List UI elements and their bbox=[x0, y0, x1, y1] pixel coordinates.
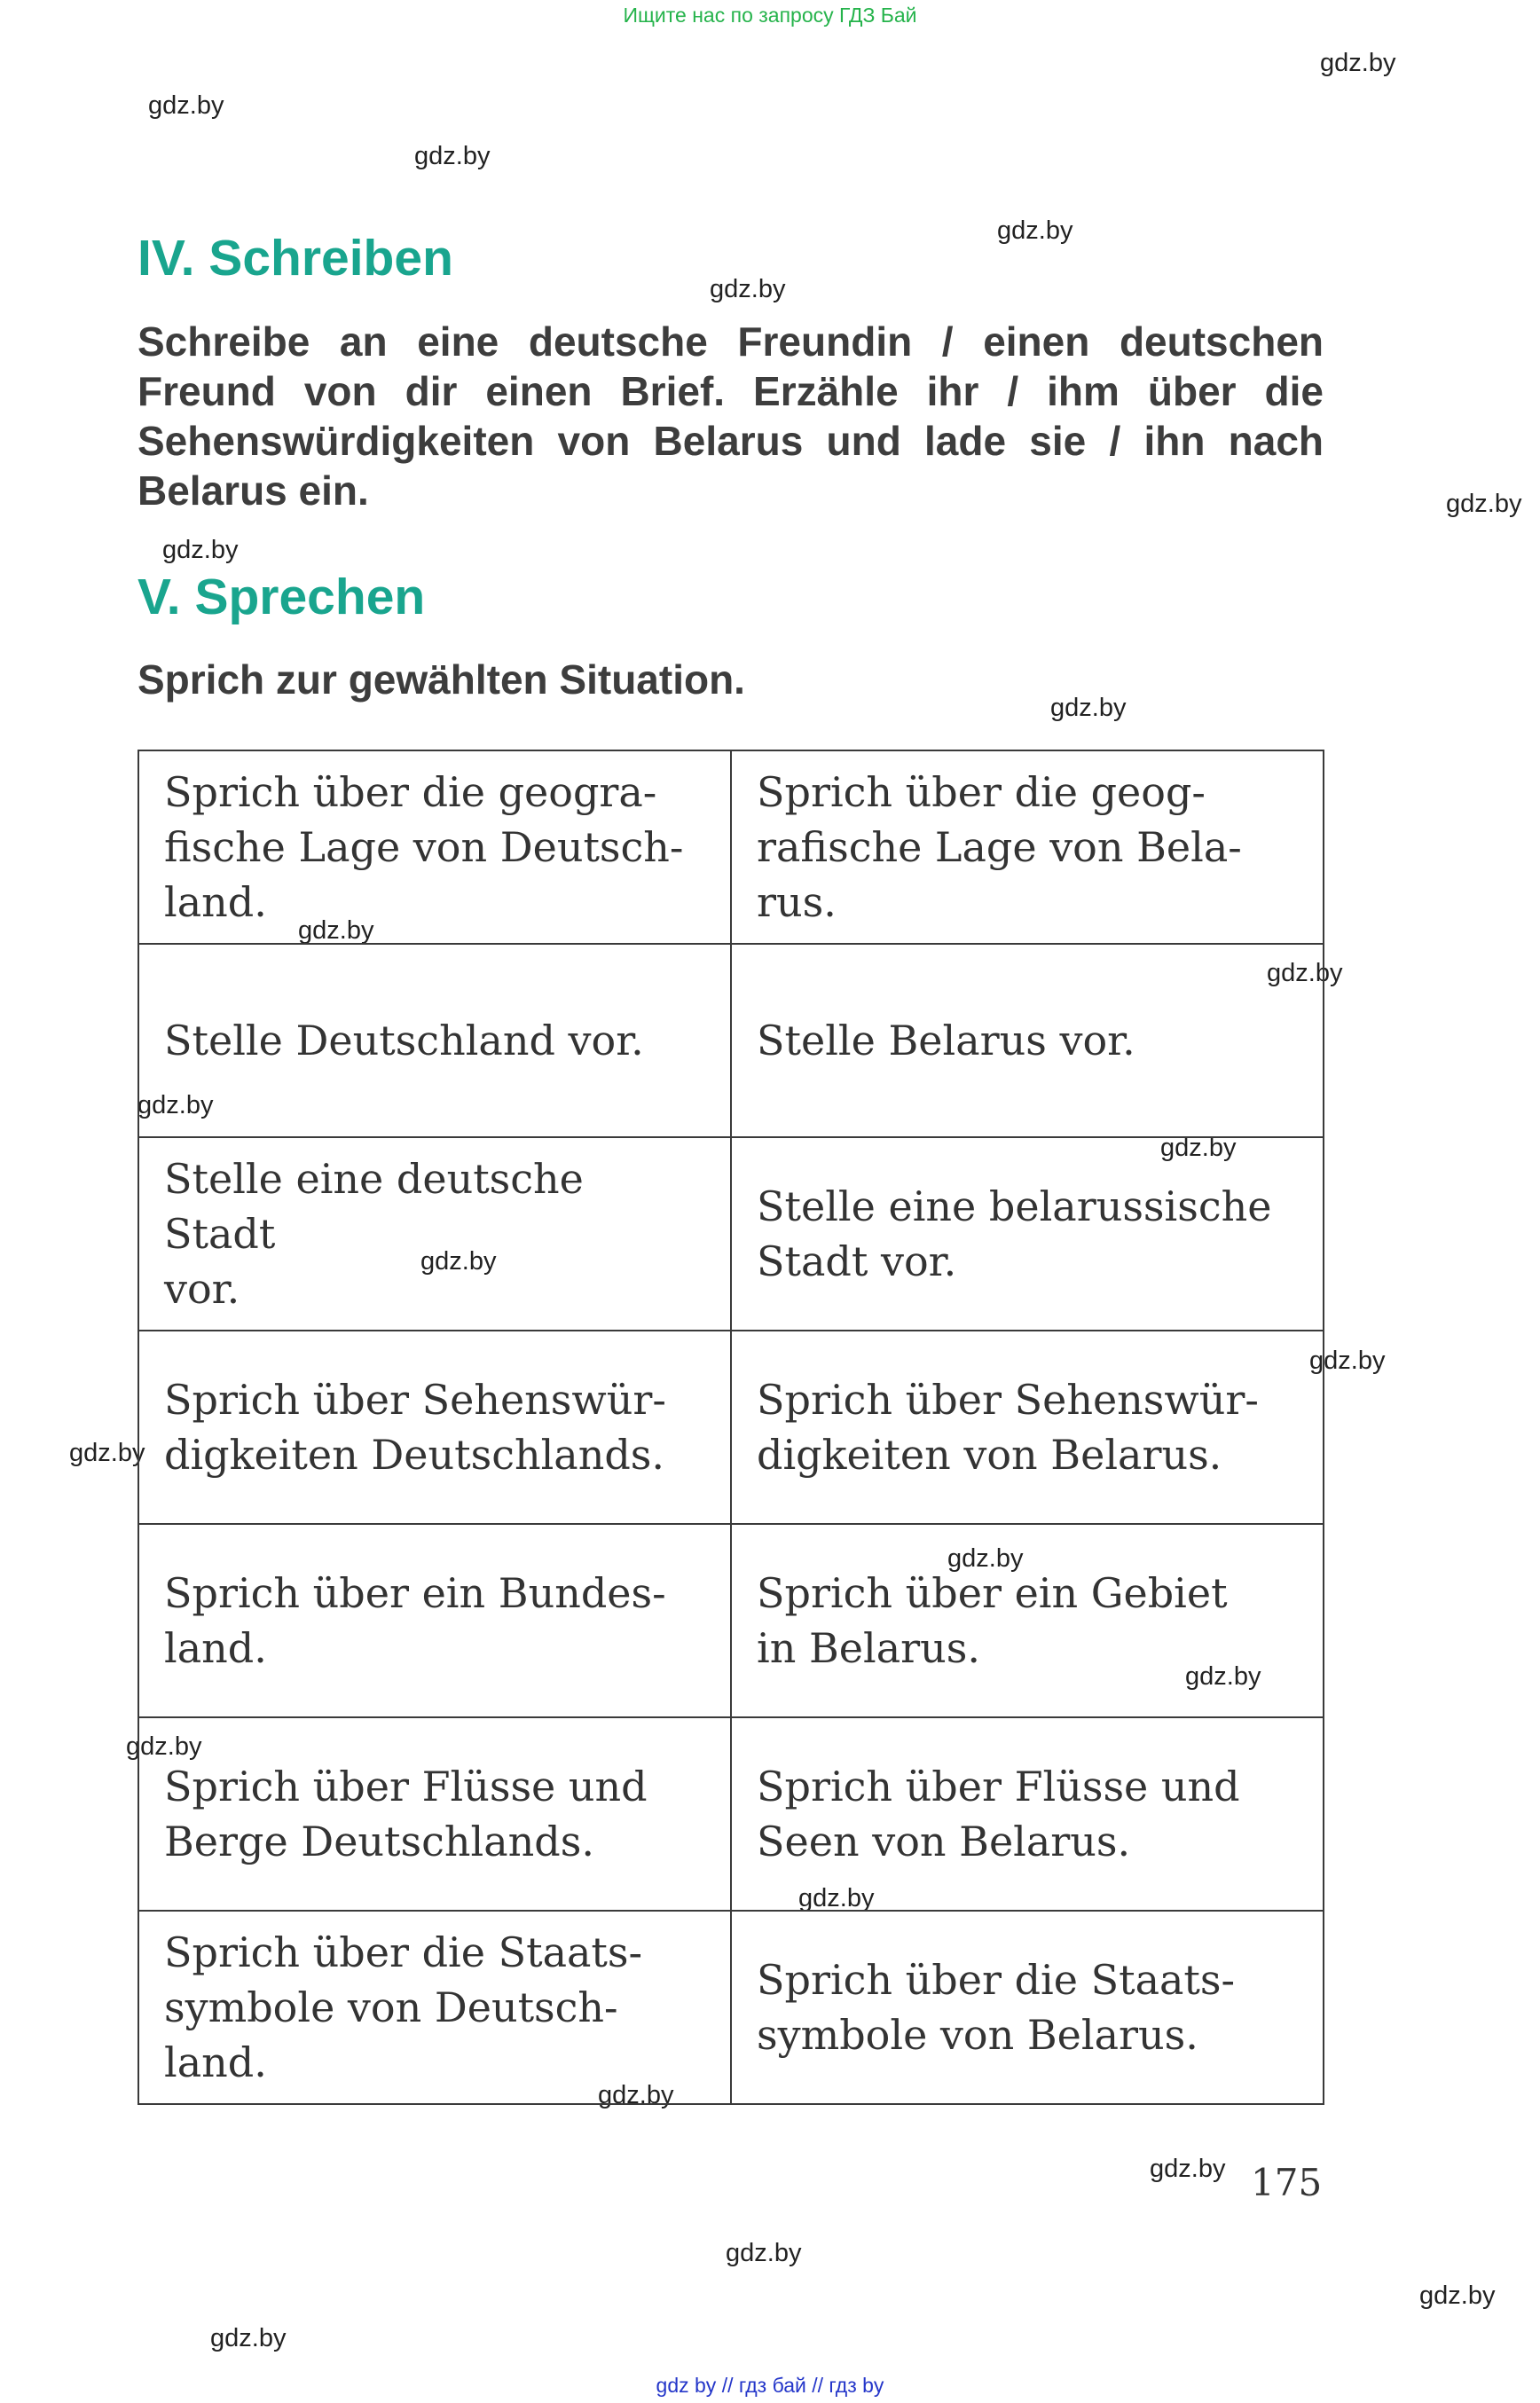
watermark: gdz.by bbox=[798, 1884, 875, 1912]
cell-line: Sprich über ein Bundes- bbox=[164, 1569, 666, 1617]
situation-cell-germany bbox=[138, 1911, 731, 2104]
situation-cell-belarus bbox=[731, 1911, 1324, 2104]
cell-line: Sprich über ein Gebiet bbox=[757, 1569, 1228, 1617]
cell-line: Stadt vor. bbox=[757, 1237, 957, 1285]
table-row bbox=[138, 1717, 1324, 1911]
cell-line: rus. bbox=[757, 878, 837, 926]
situation-cell-germany bbox=[138, 1137, 731, 1331]
cell-line: Stelle Belarus vor. bbox=[757, 1017, 1135, 1064]
cell-line: land. bbox=[164, 1624, 267, 1672]
cell-line: Stelle Deutschland vor. bbox=[164, 1017, 644, 1064]
table-row bbox=[138, 1331, 1324, 1524]
watermark: gdz.by bbox=[420, 1247, 497, 1276]
watermark: gdz.by bbox=[997, 216, 1073, 245]
watermark: gdz.by bbox=[1050, 694, 1127, 722]
situations-table bbox=[138, 750, 1324, 2105]
cell-line: land. bbox=[164, 2038, 267, 2086]
cell-line: Sprich über Flüsse und bbox=[757, 1763, 1240, 1810]
cell-line: symbole von Deutsch- bbox=[164, 1983, 618, 2031]
watermark: gdz.by bbox=[1419, 2281, 1496, 2310]
table-row bbox=[138, 750, 1324, 944]
cell-line: symbole von Belarus. bbox=[757, 2011, 1198, 2059]
watermark: gdz.by bbox=[1267, 959, 1343, 987]
cell-line: digkeiten Deutschlands. bbox=[164, 1431, 665, 1479]
cell-line: Sprich über die geogra- bbox=[164, 768, 657, 816]
watermark: gdz.by bbox=[148, 91, 224, 120]
cell-line: Sprich über die Staats- bbox=[164, 1928, 643, 1976]
cell-line: rafische Lage von Bela- bbox=[757, 823, 1242, 871]
watermark: gdz.by bbox=[726, 2239, 802, 2267]
situation-cell-belarus bbox=[731, 1331, 1324, 1524]
top-banner[interactable]: Ищите нас по запросу ГДЗ Бай bbox=[623, 4, 917, 27]
cell-line: Sprich über Flüsse und bbox=[164, 1763, 648, 1810]
cell-line: in Belarus. bbox=[757, 1624, 980, 1672]
table-row bbox=[138, 1524, 1324, 1717]
situation-cell-germany bbox=[138, 1524, 731, 1717]
watermark: gdz.by bbox=[1160, 1134, 1237, 1162]
situation-cell-germany bbox=[138, 1331, 731, 1524]
watermark: gdz.by bbox=[947, 1544, 1024, 1573]
watermark: gdz.by bbox=[710, 275, 786, 303]
cell-line: Sprich über Sehenswür- bbox=[164, 1376, 666, 1424]
writing-task-text: Schreibe an eine deutsche Freundin / einen deutschen Freund von dir einen Brief. Erzähle ihr / ihm über die Sehenswürdigkeiten von Belarus und lade sie / ihn nach Belarus ein. bbox=[138, 318, 1324, 514]
watermark: gdz.by bbox=[126, 1732, 202, 1761]
situation-cell-germany bbox=[138, 750, 731, 944]
speaking-task-text: Sprich zur gewählten Situation. bbox=[138, 656, 745, 703]
cell-line: Seen von Belarus. bbox=[757, 1818, 1131, 1865]
cell-line: Berge Deutschlands. bbox=[164, 1818, 594, 1865]
watermark: gdz.by bbox=[1185, 1662, 1261, 1691]
cell-line: land. bbox=[164, 878, 267, 926]
cell-line: fische Lage von Deutsch- bbox=[164, 823, 684, 871]
watermark: gdz.by bbox=[1150, 2155, 1226, 2183]
cell-line: vor. bbox=[164, 1265, 240, 1313]
watermark: gdz.by bbox=[1309, 1347, 1386, 1375]
page-number: 175 bbox=[1251, 2161, 1323, 2204]
watermark: gdz.by bbox=[414, 142, 491, 170]
section-title-sprechen: V. Sprechen bbox=[138, 569, 426, 625]
situation-cell-germany bbox=[138, 1717, 731, 1911]
bottom-links[interactable]: gdz by // гдз бай // гдз by bbox=[656, 2374, 884, 2397]
section-title-schreiben: IV. Schreiben bbox=[138, 230, 453, 287]
watermark: gdz.by bbox=[1446, 490, 1522, 518]
watermark: gdz.by bbox=[69, 1439, 145, 1467]
watermark: gdz.by bbox=[598, 2081, 674, 2109]
cell-line: Sprich über die Staats- bbox=[757, 1956, 1236, 2004]
cell-line: Sprich über Sehenswür- bbox=[757, 1376, 1259, 1424]
watermark: gdz.by bbox=[210, 2324, 287, 2352]
cell-line: Stelle eine deutsche Stadt bbox=[164, 1155, 584, 1258]
situation-cell-belarus bbox=[731, 1717, 1324, 1911]
situation-cell-belarus bbox=[731, 944, 1324, 1137]
situation-cell-belarus bbox=[731, 1137, 1324, 1331]
table-row bbox=[138, 944, 1324, 1137]
table-row bbox=[138, 1137, 1324, 1331]
watermark: gdz.by bbox=[162, 536, 239, 564]
situation-cell-germany bbox=[138, 944, 731, 1137]
table-row bbox=[138, 1911, 1324, 2104]
situation-cell-belarus bbox=[731, 1524, 1324, 1717]
watermark: gdz.by bbox=[298, 916, 374, 945]
cell-line: Sprich über die geog- bbox=[757, 768, 1206, 816]
cell-line: digkeiten von Belarus. bbox=[757, 1431, 1222, 1479]
situation-cell-belarus bbox=[731, 750, 1324, 944]
watermark: gdz.by bbox=[1320, 49, 1396, 77]
cell-line: Stelle eine belarussische bbox=[757, 1182, 1272, 1230]
watermark: gdz.by bbox=[138, 1091, 214, 1119]
